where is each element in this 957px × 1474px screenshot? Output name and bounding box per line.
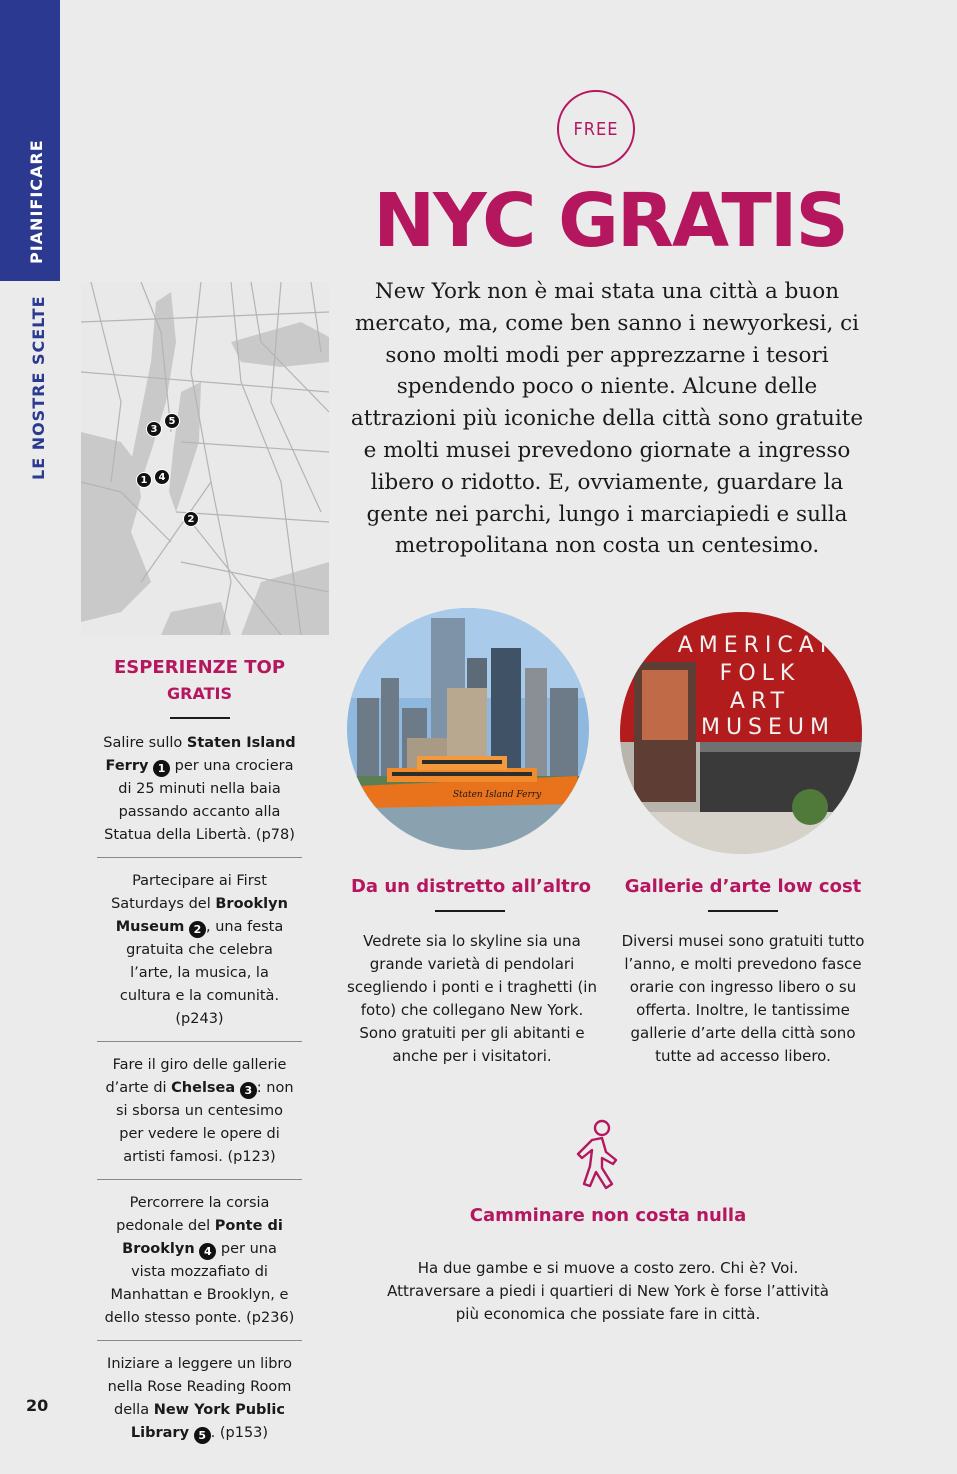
top-list-heading-line1: ESPERIENZE TOP	[113, 657, 286, 678]
item-number: 3	[240, 1082, 257, 1099]
item-number: 4	[199, 1243, 216, 1260]
item-number: 5	[194, 1427, 211, 1444]
walking-person-icon	[568, 1118, 624, 1194]
museum-sign-line3: ART	[729, 689, 791, 714]
feature-text: Vedrete sia lo skyline sia una grande varietà di pendolari scegliendo i ponti e i traghetti (in foto) che collegano New York. Sono gratuiti per gli abitanti e anche per i visitatori.	[347, 932, 597, 1065]
list-item	[97, 1192, 302, 1341]
item-text: Iniziare a leggere un libro nella Rose Reading Room della	[107, 1356, 292, 1418]
item-number: 2	[189, 921, 206, 938]
feature-title: Da un distretto all’altro	[350, 876, 592, 897]
map-pin: 4	[154, 469, 170, 485]
top-list-heading	[97, 655, 302, 719]
item-place: New York Public Library	[130, 1402, 285, 1441]
list-item	[97, 1054, 302, 1180]
item-place: Chelsea	[171, 1080, 236, 1096]
feature-rule	[708, 910, 778, 912]
museum-sign-line1: AMERICAN	[677, 633, 843, 658]
item-place: Ponte di Brooklyn	[122, 1218, 283, 1257]
subsection-label: LE NOSTRE SCELTE	[29, 295, 48, 480]
top-list	[97, 732, 302, 1467]
item-number: 1	[153, 760, 170, 777]
map-pin: 3	[146, 421, 162, 437]
map-pin: 5	[164, 413, 180, 429]
top-list-heading-line2: GRATIS	[167, 684, 232, 703]
feature-title: Gallerie d’arte low cost	[624, 876, 862, 897]
intro-paragraph: New York non è mai stata una città a buon mercato, ma, come ben sanno i newyorkesi, ci sono molti modi per apprezzarne i tesori spendendo poco o niente. Alcune delle attrazioni più iconiche della città sono gratuite e molti musei prevedono giornate a ingresso libero o ridotto. E, ovviamente, guardare la gente nei parchi, lungo i marciapiedi e sulla metropolitana non costa un centesimo.	[350, 279, 864, 559]
page-title: NYC GRATIS	[373, 178, 847, 264]
section-label: PIANIFICARE	[27, 139, 46, 264]
map-pin: 2	[183, 511, 199, 527]
free-badge	[557, 90, 635, 168]
map	[81, 282, 329, 635]
walk-title: Camminare non costa nulla	[469, 1205, 747, 1226]
list-item	[97, 1353, 302, 1455]
map-graphic	[81, 282, 329, 635]
item-text: per una crociera di 25 minuti nella baia passando accanto alla Statua della Libertà. (p78)	[104, 758, 295, 843]
item-text: Fare il giro delle gallerie d’arte di	[105, 1057, 287, 1096]
free-badge-text: FREE	[573, 118, 619, 140]
list-item	[97, 870, 302, 1042]
item-text: . (p153)	[210, 1425, 269, 1441]
ferry-skyline-photo	[347, 608, 589, 850]
item-text: , una festa gratuita che celebra l’arte, la musica, la cultura e la comunità. (p243)	[119, 919, 284, 1027]
page-number: 20	[26, 1396, 49, 1415]
list-item	[97, 732, 302, 858]
item-text: Salire sullo	[103, 735, 187, 751]
ferry-sign: Staten Island Ferry	[452, 790, 542, 800]
item-text: Partecipare ai First Saturdays del	[111, 873, 267, 912]
museum-sign-line2: FOLK	[719, 661, 801, 686]
feature-rule	[435, 910, 505, 912]
item-text: : non si sborsa un centesimo per vedere le opere di artisti famosi. (p123)	[115, 1080, 294, 1165]
item-text: Percorrere la corsia pedonale del	[116, 1195, 270, 1234]
item-text: per una vista mozzafiato di Manhattan e Brooklyn, e dello stesso ponte. (p236)	[104, 1241, 295, 1326]
map-pin: 1	[136, 472, 152, 488]
museum-photo	[620, 612, 862, 854]
walk-text: Ha due gambe e si muove a costo zero. Chi è? Voi. Attraversare a piedi i quartieri di New York è forse l’attività più economica che possiate fare in città.	[387, 1259, 829, 1323]
item-place: Brooklyn Museum	[115, 896, 288, 935]
item-place: Staten Island Ferry	[105, 735, 296, 774]
feature-text: Diversi musei sono gratuiti tutto l’anno, e molti prevedono fasce orarie con ingresso libero o su offerta. Inoltre, le tantissime gallerie d’arte della città sono tutte ad accesso libero.	[621, 932, 865, 1065]
heading-rule	[170, 717, 230, 719]
museum-sign-line4: MUSEUM	[700, 715, 836, 740]
